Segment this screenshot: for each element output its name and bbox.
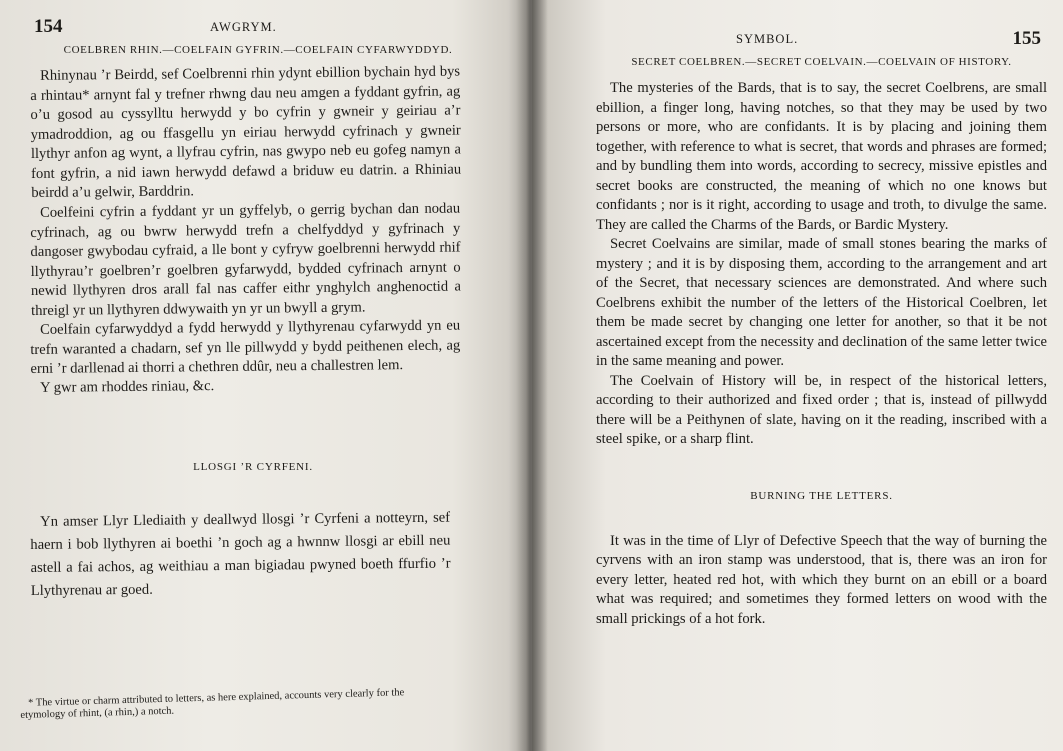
paragraph: Rhinynau ’r Beirdd, sef Coelbrenni rhin ydynt ebillion bychain hyd bys a rhintau* arnynt fal y trefner rhwng dau neu amgen a fyddant gyfrin, ag o’u gosod au cyssylltu herwydd y bo cyfrin y gwneir y geiriau a’r ymadroddion, ag ou ffasgellu yn eiriau herwydd cyfrinach y gwneir llythyr anfon ag wynt, a llyfrau cyfrin, nas gwypo neb eu gofeg namyn a font gyfrin, a nid iawn herwydd defawd a briduw eu datrin. a Rhiniau beirdd a’u gelwir, Barddrin. (30, 63, 462, 201)
page-number-right: 155 (1012, 28, 1041, 49)
page-number-left: 154 (34, 16, 63, 37)
paragraph: Coelfain cyfarwyddyd a fydd herwydd y llythyrenau cyfarwydd yn eu trefn waranted a chadarn, sef yn lle pillwydd y bydd peithenen elech, ag erni ’r darllenad ai thorri a chethren ddûr, neu a challestren lem. (30, 316, 461, 377)
paragraph: The Coelvain of History will be, in respect of the historical letters, according to their authorized and fixed order ; that is, instead of pillwydd there will be a Peithynen of slate, having on it the reading, inscribed with a steel spike, or a sharp flint. (596, 372, 1047, 447)
paragraph: Yn amser Llyr Llediaith y deallwyd llosgi ’r Cyrfeni a notteyrn, sef haern i bob llythyren ai boethi ’n goch ag a hwnnw llosgi ar ebill neu astell a fai achos, ag weithiau a man bigiadau pwyned boeth ffurfio ’r Llythyrenau ar goed. (30, 509, 451, 599)
footnote: * The virtue or charm attributed to letters, as here explained, accounts very clearly for the etymology of rhint, (a rhin,) a notch. (20, 687, 405, 721)
running-head-title-left: AWGRYM. (210, 20, 277, 34)
running-head-left (30, 18, 476, 42)
text-block-left-2 (30, 511, 450, 603)
section-title-left: COELBREN RHIN.—COELFAIN GYFRIN.—COELFAIN CYFARWYDDYD. (63, 44, 453, 56)
running-head-right (596, 30, 1047, 54)
section-title-right: SECRET COELBREN.—SECRET COELVAIN.—COELVAIN OF HISTORY. (631, 56, 1012, 68)
paragraph: The mysteries of the Bards, that is to say, the secret Coelbrens, are small ebillion, a finger long, having notches, so that they may be used by two persons or more, who are confidants. It is by placing and joining them together, with reference to what is secret, that words and phrases are formed; and by bundling them into words, according to secrecy, missive epistles and secret books are constructed, the meaning of which no one knows but confidants ; nor is it right, according to usage and troth, to divulge the same. They are called the Charms of the Bards, or Bardic Mystery. (596, 80, 1047, 233)
text-block-left (30, 63, 462, 399)
paragraph: It was in the time of Llyr of Defective Speech that the way of burning the cyrvens with an iron stamp was understood, that is, there was an iron for every letter, heated red hot, with which they burnt on an ebill or a board what was required; and sometimes they formed letters on wood with the small prickings of a hot fork. (596, 532, 1047, 627)
subhead-right: BURNING THE LETTERS. (750, 489, 893, 502)
paragraph: Secret Coelvains are similar, made of small stones bearing the marks of mystery ; and it is by disposing them, according to the arrangement and art of the Secret, that necessary sciences are demonstrated. And where such Coelbrens exhibit the number of the letters of the Historical Coelbren, let them be made secret by changing one letter for another, so that it be not ascertained except from the necessity and declination of the same letter twice in the same meaning and power. (596, 236, 1047, 369)
right-page (532, 0, 1063, 751)
text-block-right-2 (596, 532, 1047, 630)
paragraph: Coelfeini cyfrin a fyddant yr un gyffelyb, o gerrig bychan dan nodau cyfrinach, ag ou bwrw herwydd trefn a chelfyddyd y gyfrinach y dangoser gwybodau cyfraid, a lle bont y cyfryw goelbrenni herwydd rhif llythyrau’r goelbren’r goelbren gyfarwydd, bydded cyfrinach arnynt o newid llythyren dros arall fal nas caffer eithr ynghylch anghenoctid a threigl yr un llythyren ddwywaith yn yr un bwyll a grym. (30, 199, 461, 318)
paragraph: Y gwr am rhoddes riniau, &c. (40, 378, 215, 396)
text-block-right (596, 79, 1047, 450)
subhead-left: LLOSGI ’R CYRFENI. (193, 460, 313, 473)
running-head-title-right: SYMBOL. (736, 32, 799, 46)
